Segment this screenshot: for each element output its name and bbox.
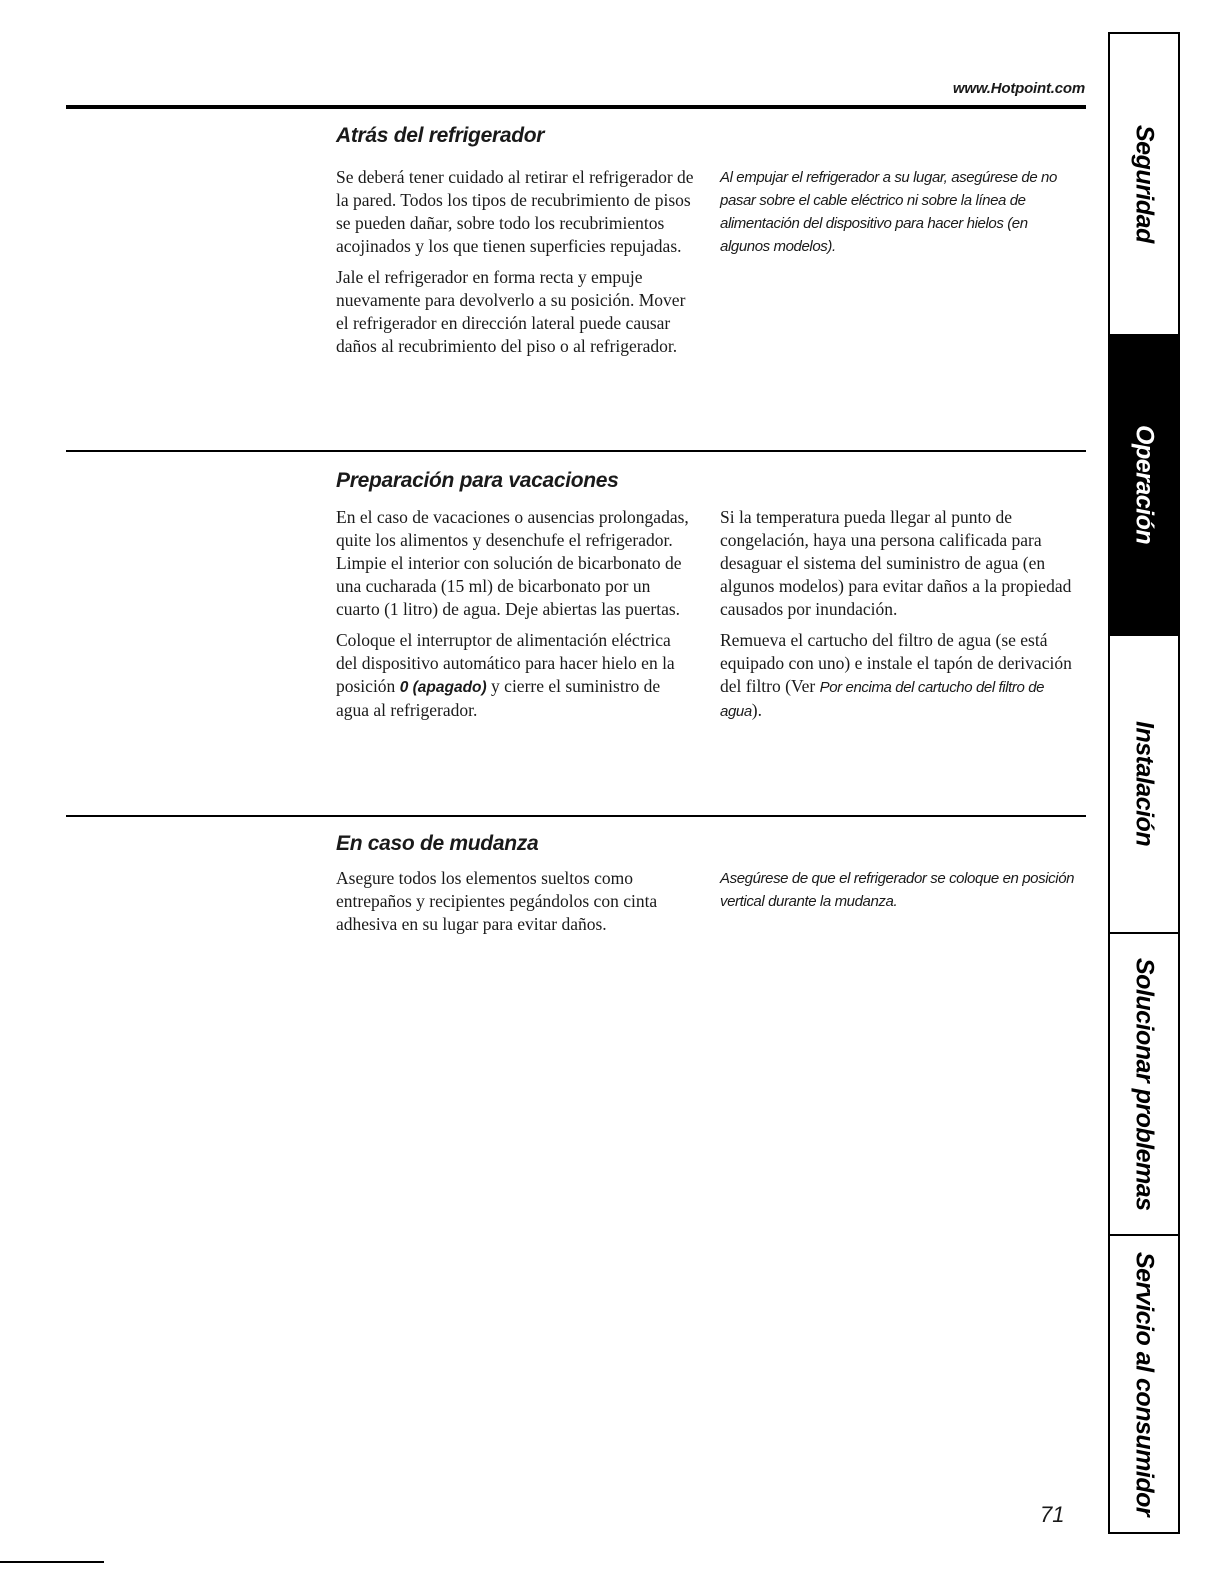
paragraph: [720, 629, 1075, 723]
paragraph-text: ).: [751, 700, 762, 720]
tab-label: Seguridad: [1130, 125, 1159, 243]
section-mudanza-right-column: [720, 867, 1075, 921]
section-vacaciones-left-column: [336, 506, 696, 730]
paragraph: Asegure todos los elementos sueltos como entrepaños y recipientes pegándolos con cinta adhesiva en su lugar para evitar daños.: [336, 868, 658, 934]
website-url: www.Hotpoint.com: [952, 80, 1085, 97]
section-divider: [66, 815, 1086, 817]
paragraph-text: Remueva el cartucho del filtro de agua (se está equipado con uno) e instale el tapón de derivación del filtro (Ver: [720, 630, 1072, 696]
tab-label: Servicio al consumidor: [1130, 1251, 1159, 1517]
tab-operacion[interactable]: [1110, 334, 1178, 634]
tab-seguridad[interactable]: [1110, 34, 1178, 334]
paragraph: En el caso de vacaciones o ausencias prolongadas, quite los alimentos y desenchufe el refrigerador. Limpie el interior con solución de bicarbonato de una cucharada (15 ml) de bicarbonato por un cuarto (1 litro) de agua. Deje abiertas las puertas.: [336, 507, 689, 619]
paragraph-text: Coloque el interruptor de alimentación eléctrica del dispositivo automático para hacer hielo en la posición: [336, 630, 675, 696]
section-atras-right-column: [720, 166, 1075, 266]
section-atras-left-column: [336, 166, 696, 366]
section-divider: [66, 450, 1086, 452]
tab-solucionar-problemas[interactable]: [1110, 932, 1178, 1234]
page-number: 71: [1040, 1502, 1065, 1527]
section-heading-vacaciones: Preparación para vacaciones: [336, 469, 619, 492]
paragraph: Si la temperatura pueda llegar al punto de congelación, haya una persona calificada para desaguar el sistema del suministro de agua (en algunos modelos) para evitar daños a la propiedad causados por inundación.: [720, 507, 1072, 619]
italic-note: Al empujar el refrigerador a su lugar, asegúrese de no pasar sobre el cable eléctrico ni sobre la línea de alimentación del dispositivo para hacer hielos (en algunos modelos).: [720, 169, 1057, 255]
paragraph: [336, 629, 696, 722]
paragraph: Se deberá tener cuidado al retirar el refrigerador de la pared. Todos los tipos de recubrimiento de pisos se pueden dañar, sobre todo los recubrimientos acojinados y los que tienen superficies repujadas.: [336, 167, 694, 256]
section-heading-atras: Atrás del refrigerador: [336, 124, 545, 147]
tab-instalacion[interactable]: [1110, 634, 1178, 932]
paragraph: Jale el refrigerador en forma recta y empuje nuevamente para devolverlo a su posición. Mover el refrigerador en dirección lateral puede causar daños al recubrimiento del piso o al refrigerador.: [336, 267, 686, 356]
tab-label: Solucionar problemas: [1130, 957, 1159, 1211]
off-position-label: 0 (apagado): [399, 679, 487, 696]
paragraph-text: y cierre el suministro de agua al refrigerador.: [336, 676, 661, 720]
header-rule: [66, 105, 1086, 109]
footer-rule: [0, 1561, 104, 1563]
tab-servicio-al-consumidor[interactable]: [1110, 1234, 1178, 1532]
italic-note: Asegúrese de que el refrigerador se coloque en posición vertical durante la mudanza.: [720, 870, 1075, 910]
section-vacaciones-right-column: [720, 506, 1075, 731]
cross-reference: Por encima del cartucho del filtro de agua: [720, 679, 1045, 720]
tab-label: Operación: [1130, 425, 1159, 545]
section-heading-mudanza: En caso de mudanza: [336, 832, 539, 855]
section-mudanza-left-column: [336, 867, 696, 944]
tab-label: Instalación: [1130, 721, 1159, 847]
side-tab-navigation: [1108, 32, 1180, 1534]
